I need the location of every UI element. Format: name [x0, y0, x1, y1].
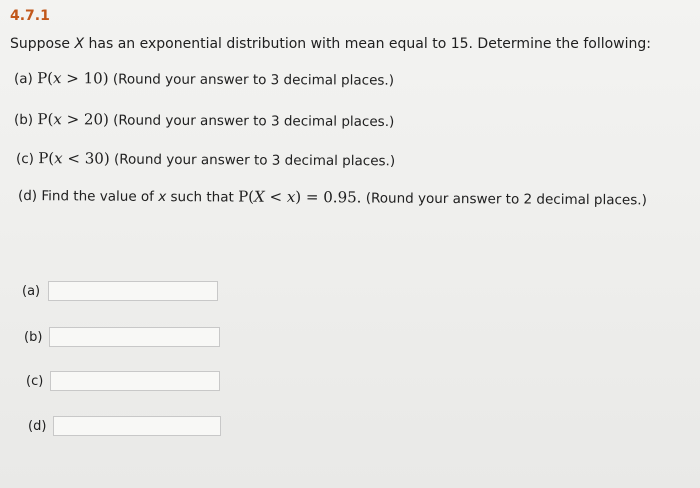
- part-d-text-end: such that: [166, 189, 239, 206]
- statement-text-start: Suppose: [10, 36, 75, 52]
- part-c-question: [16, 149, 395, 169]
- statement-variable: X: [74, 36, 85, 52]
- part-d-math-post: ) = 0.95.: [295, 187, 362, 207]
- part-b-question: [14, 110, 394, 130]
- answer-label-c: (c): [26, 374, 44, 389]
- part-a-math-var: x: [53, 69, 62, 88]
- part-d-expression: [238, 188, 361, 207]
- problem-number: 4.7.1: [10, 8, 50, 24]
- part-c-math-pre: P(: [38, 149, 55, 168]
- part-d-math-pre: P(: [238, 187, 255, 206]
- answer-label-a: (a): [22, 284, 41, 299]
- part-d-text-var: x: [158, 188, 167, 206]
- part-b-math-post: > 20): [61, 110, 109, 129]
- part-b-label: (b): [13, 112, 38, 129]
- part-d-math-var-upper: X: [254, 187, 265, 206]
- part-a-math-post: > 10): [61, 69, 109, 88]
- part-c-math-post: < 30): [62, 149, 110, 168]
- answer-input-c[interactable]: [50, 371, 220, 391]
- part-a-math-pre: P(: [37, 69, 54, 88]
- part-d-question: [18, 186, 647, 208]
- part-b-expression: [37, 110, 109, 128]
- statement-text-end: has an exponential distribution with mean equal to 15. Determine the following:: [84, 36, 651, 52]
- part-a-expression: [37, 69, 109, 87]
- part-a-label: (a): [13, 71, 38, 88]
- part-c-math-var: x: [54, 149, 63, 168]
- part-d-text-start: (d) Find the value of: [17, 188, 159, 205]
- answer-input-b[interactable]: [49, 327, 220, 347]
- part-c-expression: [38, 149, 110, 167]
- part-d-math-mid: <: [264, 187, 287, 206]
- part-b-math-var: x: [53, 110, 62, 129]
- answer-label-d: (d): [28, 419, 47, 434]
- part-d-instruction: (Round your answer to 2 decimal places.): [361, 190, 647, 209]
- part-d-math-var-lower: x: [286, 187, 296, 206]
- answer-input-a[interactable]: [48, 281, 218, 301]
- part-c-instruction: (Round your answer to 3 decimal places.): [109, 151, 396, 170]
- answer-label-b: (b): [24, 330, 43, 345]
- part-a-question: [14, 69, 394, 89]
- part-b-math-pre: P(: [37, 110, 54, 129]
- problem-statement: [10, 36, 651, 52]
- answer-input-d[interactable]: [53, 416, 221, 436]
- part-c-label: (c): [15, 151, 39, 168]
- part-a-instruction: (Round your answer to 3 decimal places.): [108, 71, 395, 89]
- part-b-instruction: (Round your answer to 3 decimal places.): [108, 112, 395, 130]
